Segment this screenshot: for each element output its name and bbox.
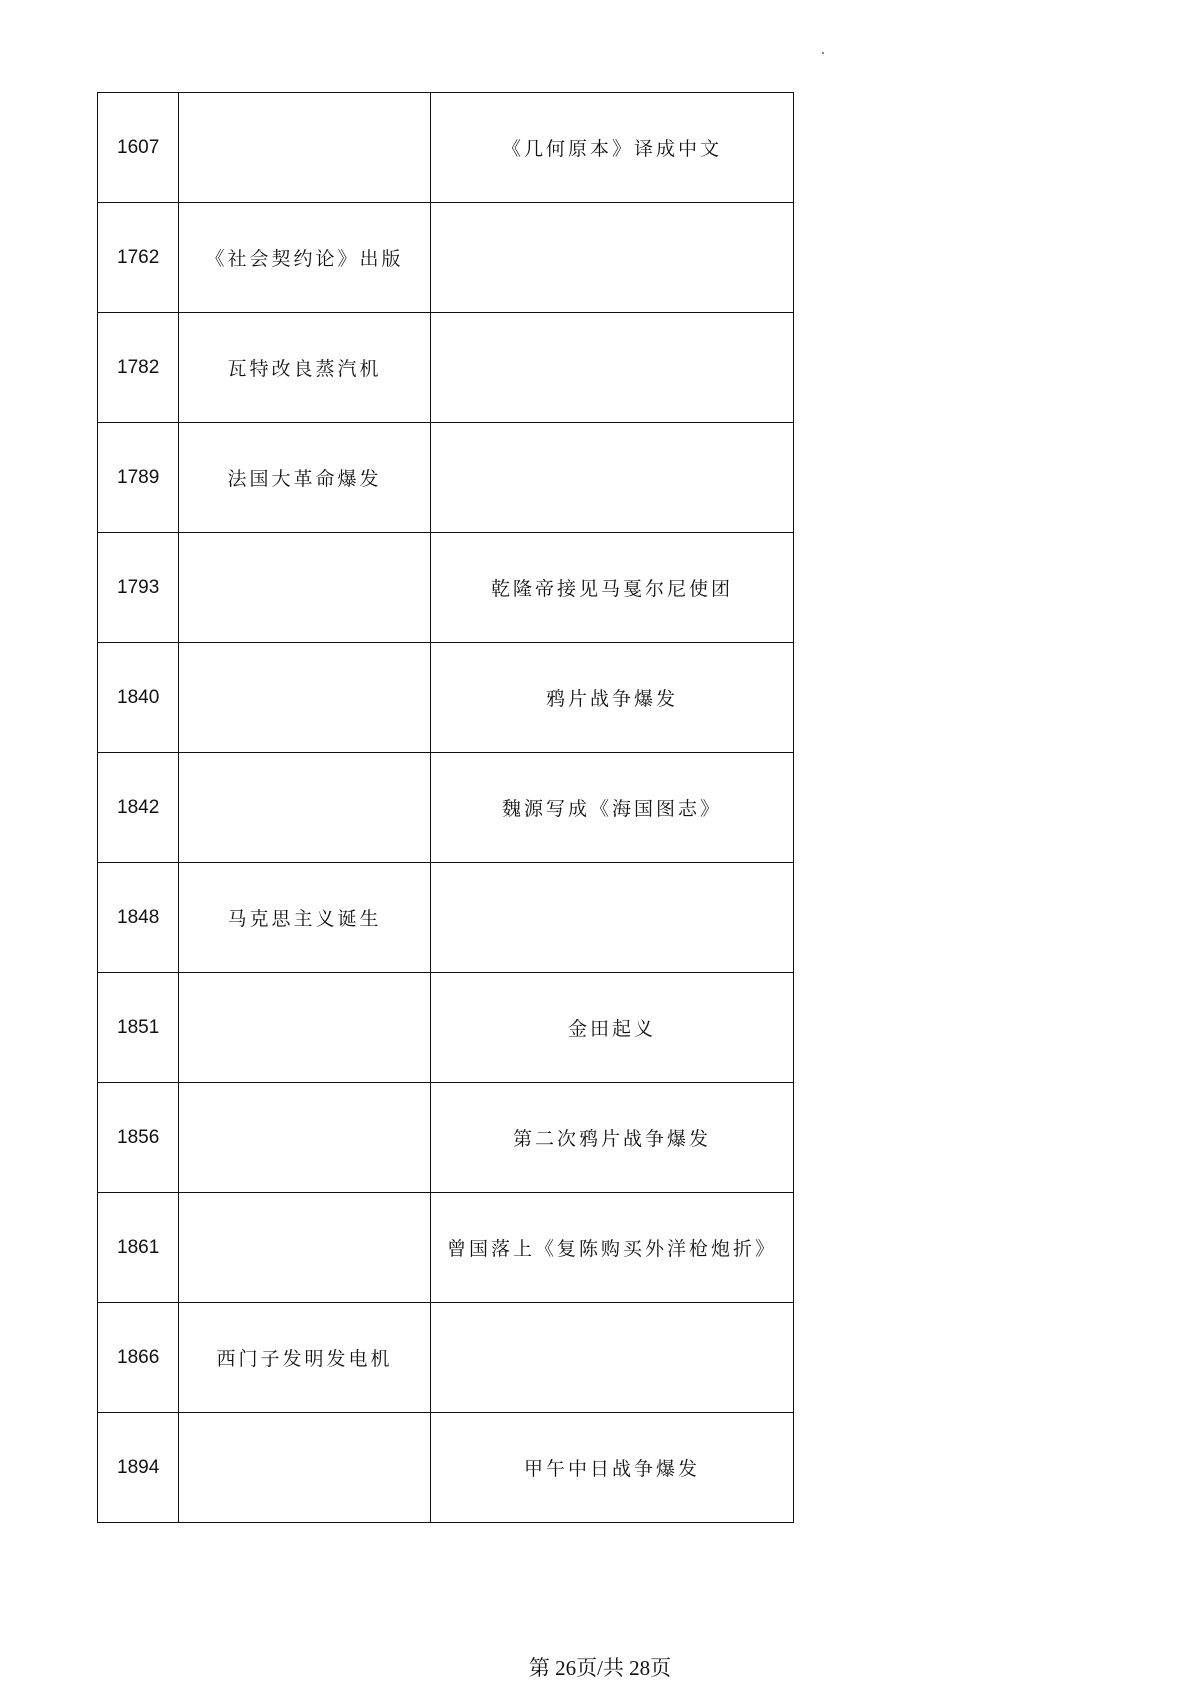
year-cell: 1866: [98, 1303, 179, 1413]
year-cell: 1842: [98, 753, 179, 863]
china-event-cell: [431, 1303, 794, 1413]
china-event-cell: 第二次鸦片战争爆发: [431, 1083, 794, 1193]
world-event-cell: [179, 533, 431, 643]
china-event-cell: [431, 863, 794, 973]
scan-dot: [822, 52, 824, 54]
world-event-cell: [179, 1193, 431, 1303]
table-row: [98, 973, 794, 1083]
year-cell: 1861: [98, 1193, 179, 1303]
year-cell: 1793: [98, 533, 179, 643]
table-row: [98, 863, 794, 973]
world-event-cell: [179, 93, 431, 203]
page-number: 第 26页/共 28页: [528, 1656, 672, 1680]
world-event-cell: [179, 643, 431, 753]
world-event-cell: 《社会契约论》出版: [179, 203, 431, 313]
world-event-cell: 西门子发明发电机: [179, 1303, 431, 1413]
china-event-cell: 金田起义: [431, 973, 794, 1083]
china-event-cell: [431, 313, 794, 423]
table-row: [98, 1193, 794, 1303]
china-event-cell: 曾国落上《复陈购买外洋枪炮折》: [431, 1193, 794, 1303]
timeline-table-body: [98, 93, 794, 1523]
year-cell: 1782: [98, 313, 179, 423]
year-cell: 1856: [98, 1083, 179, 1193]
world-event-cell: 法国大革命爆发: [179, 423, 431, 533]
table-row: [98, 93, 794, 203]
table-row: [98, 1083, 794, 1193]
world-event-cell: [179, 973, 431, 1083]
table-row: [98, 643, 794, 753]
year-cell: 1789: [98, 423, 179, 533]
table-row: [98, 203, 794, 313]
table-row: [98, 533, 794, 643]
table-row: [98, 423, 794, 533]
china-event-cell: 甲午中日战争爆发: [431, 1413, 794, 1523]
year-cell: 1851: [98, 973, 179, 1083]
china-event-cell: 鸦片战争爆发: [431, 643, 794, 753]
china-event-cell: [431, 423, 794, 533]
world-event-cell: [179, 1413, 431, 1523]
china-event-cell: 《几何原本》译成中文: [431, 93, 794, 203]
year-cell: 1607: [98, 93, 179, 203]
world-event-cell: [179, 753, 431, 863]
timeline-table: [97, 92, 794, 1523]
table-row: [98, 313, 794, 423]
year-cell: 1848: [98, 863, 179, 973]
table-row: [98, 1303, 794, 1413]
world-event-cell: [179, 1083, 431, 1193]
world-event-cell: 马克思主义诞生: [179, 863, 431, 973]
year-cell: 1762: [98, 203, 179, 313]
china-event-cell: 乾隆帝接见马戛尔尼使团: [431, 533, 794, 643]
year-cell: 1894: [98, 1413, 179, 1523]
china-event-cell: [431, 203, 794, 313]
china-event-cell: 魏源写成《海国图志》: [431, 753, 794, 863]
table-row: [98, 753, 794, 863]
world-event-cell: 瓦特改良蒸汽机: [179, 313, 431, 423]
table-row: [98, 1413, 794, 1523]
year-cell: 1840: [98, 643, 179, 753]
